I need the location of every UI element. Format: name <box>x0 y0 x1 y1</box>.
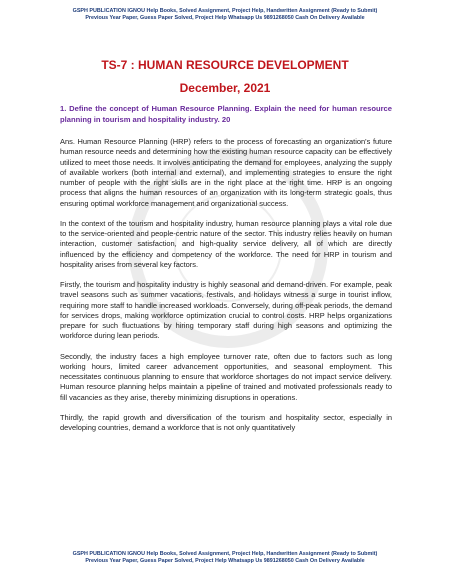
answer-body <box>60 137 392 443</box>
question-text: 1. Define the concept of Human Resource Planning. Explain the need for human resource planning in tourism and hospitality industry. 20 <box>60 104 392 124</box>
document-subtitle: December, 2021 <box>179 81 271 95</box>
page-header <box>0 8 450 22</box>
footer-line-2: Previous Year Paper, Guess Paper Solved, Project Help Whatsapp Us 9891268050 Cash On Delivery Available <box>85 558 365 565</box>
header-line-2: Previous Year Paper, Guess Paper Solved, Project Help Whatsapp Us 9891268050 Cash On Delivery Available <box>85 15 365 22</box>
header-line-1: GSPH PUBLICATION IGNOU Help Books, Solved Assignment, Project Help, Handwritten Assignment (Ready to Submit) <box>72 8 378 14</box>
answer-paragraph-1: Ans. Human Resource Planning (HRP) refers to the process of forecasting an organization's future human resource needs and determining how the existing human resource capacity can be effectively utilized to meet those needs. It involves anticipating the demand for employees, analyzing the supply of available workers (both internal and external), and implementing strategies to ensure the right number of people with the right skills are in the right place at the right time. HRP is an ongoing process that aligns the human resources of an organization with its long-term strategic goals, thus ensuring optimal workforce management and organizational success. <box>60 137 392 208</box>
answer-paragraph-3: Firstly, the tourism and hospitality industry is highly seasonal and demand-driven. For example, peak travel seasons such as summer vacations, festivals, and holidays witness a surge in tourist inflow, requiring more staff to handle increased workloads. Conversely, during off-peak periods, the demand for services drops, making workforce optimization crucial to control costs. HRP helps organizations prepare for such fluctuations by hiring temporary staff during high seasons and optimizing the workforce during lean periods. <box>60 280 392 341</box>
page-footer <box>0 551 450 565</box>
answer-paragraph-2: In the context of the tourism and hospitality industry, human resource planning plays a vital role due to the service-oriented and people-centric nature of the sector. This industry relies heavily on human interaction, customer satisfaction, and high-quality service delivery, all of which are directly influenced by the efficiency and competency of the workforce. The need for HRP in tourism and hospitality arises from several key factors. <box>60 218 392 269</box>
answer-paragraph-4: Secondly, the industry faces a high employee turnover rate, often due to factors such as long working hours, limited career advancement opportunities, and seasonal employment. This necessitates continuous planning to ensure that workforce shortages do not impact service delivery. Human resource planning helps maintain a pipeline of trained and motivated professionals ready to fill vacancies as they arise, thereby minimizing disruptions in operations. <box>60 351 392 402</box>
footer-line-1: GSPH PUBLICATION IGNOU Help Books, Solved Assignment, Project Help, Handwritten Assignment (Ready to Submit) <box>72 551 378 557</box>
answer-paragraph-5: Thirdly, the rapid growth and diversification of the tourism and hospitality sector, especially in developing countries, demand a workforce that is not only quantitatively <box>60 412 392 432</box>
document-title: TS-7 : HUMAN RESOURCE DEVELOPMENT <box>101 58 349 72</box>
